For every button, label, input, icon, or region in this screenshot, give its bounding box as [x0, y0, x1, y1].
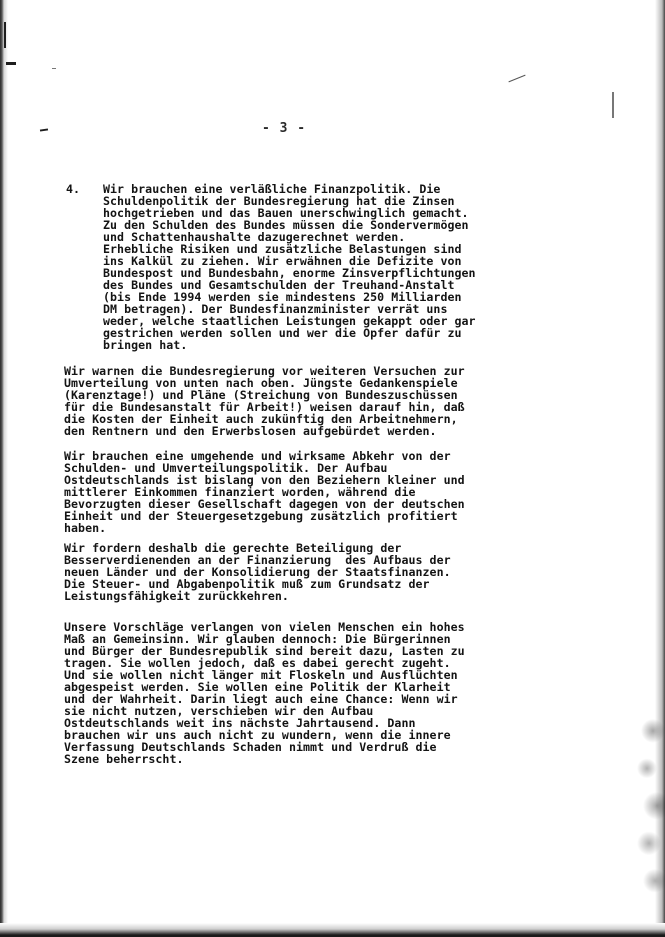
text-line: neuen Länder und der Konsolidierung der Staatsfinanzen.: [64, 565, 451, 579]
list-item-number: 4.: [66, 182, 80, 196]
scan-mark: [6, 62, 16, 65]
text-line: mittlerer Einkommen finanziert worden, während die: [64, 485, 416, 499]
text-line: Bundespost und Bundesbahn, enorme Zinsverpflichtungen: [103, 266, 476, 280]
text-line: tragen. Sie wollen jedoch, daß es dabei gerecht zugeht.: [64, 656, 451, 670]
text-line: weder, welche staatlichen Leistungen gekappt oder gar: [103, 314, 476, 328]
text-line: Umverteilung von unten nach oben. Jüngste Gedankenspiele: [64, 376, 458, 390]
text-line: Schuldenpolitik der Bundesregierung hat die Zinsen: [103, 194, 455, 208]
text-line: Wir brauchen eine verläßliche Finanzpolitik. Die: [103, 182, 441, 196]
text-line: (bis Ende 1994 werden sie mindestens 250 Milliarden: [103, 290, 462, 304]
paragraph-warning: [64, 365, 494, 437]
paragraph-conclusion: [64, 621, 494, 765]
text-line: brauchen wir uns auch nicht zu wundern, wenn die innere: [64, 728, 451, 742]
page-number: - 3 -: [262, 121, 307, 136]
text-line: Wir fordern deshalb die gerechte Beteiligung der: [64, 541, 402, 555]
text-line: Wir brauchen eine umgehende und wirksame Abkehr von der: [64, 449, 451, 463]
text-line: Und sie wollen nicht länger mit Floskeln und Ausflüchten: [64, 668, 458, 682]
text-line: abgespeist werden. Sie wollen eine Politik der Klarheit: [64, 680, 451, 694]
scan-edge-left: [0, 0, 16, 937]
text-line: Zu den Schulden des Bundes müssen die Sondervermögen: [103, 218, 469, 232]
text-line: Ostdeutschlands ist bislang von den Beziehern kleiner und: [64, 473, 465, 487]
text-line: Schulden- und Umverteilungspolitik. Der Aufbau: [64, 461, 388, 475]
text-line: haben.: [64, 521, 107, 535]
text-line: Die Steuer- und Abgabenpolitik muß zum Grundsatz der: [64, 577, 430, 591]
text-line: Einheit und der Steuergesetzgebung zusätzlich profitiert: [64, 509, 458, 523]
text-line: Bevorzugten dieser Gesellschaft dagegen von der deutschen: [64, 497, 465, 511]
text-line: bringen hat.: [103, 338, 188, 352]
text-line: Unsere Vorschläge verlangen von vielen Menschen ein hohes: [64, 620, 465, 634]
scan-mark: [4, 22, 6, 48]
text-line: Verfassung Deutschlands Schaden nimmt und Verdruß die: [64, 740, 437, 754]
text-line: und Bürger der Bundesrepublik sind bereit dazu, Lasten zu: [64, 644, 465, 658]
text-line: den Rentnern und den Erwerbslosen aufgebürdet werden.: [64, 424, 437, 438]
text-line: (Karenztage!) und Pläne (Streichung von Bundeszuschüssen: [64, 388, 458, 402]
scan-mark: [52, 68, 56, 69]
text-line: des Bundes und Gesamtschulden der Treuhand-Anstalt: [103, 278, 455, 292]
scan-edge-bottom: [0, 923, 665, 937]
text-line: Erhebliche Risiken und zusätzliche Belastungen sind: [103, 242, 462, 256]
text-line: hochgetrieben und das Bauen unerschwinglich gemacht.: [103, 206, 469, 220]
text-line: Szene beherrscht.: [64, 752, 184, 766]
text-line: sie nicht nutzen, verschieben wir den Aufbau: [64, 704, 374, 718]
list-item-text: [103, 183, 503, 351]
text-line: gestrichen werden sollen und wer die Opfer dafür zu: [103, 326, 462, 340]
scan-mark: [40, 128, 48, 131]
text-line: Ostdeutschlands weit ins nächste Jahrtausend. Dann: [64, 716, 416, 730]
text-line: Besserverdienenden an der Finanzierung des Aufbaus der: [64, 553, 451, 567]
text-line: und der Wahrheit. Darin liegt auch eine Chance: Wenn wir: [64, 692, 458, 706]
text-line: die Kosten der Einheit auch zukünftig den Arbeitnehmern,: [64, 412, 458, 426]
scan-mark: [508, 75, 525, 83]
text-line: Leistungsfähigkeit zurückkehren.: [64, 589, 289, 603]
text-line: für die Bundesanstalt für Arbeit!) weisen darauf hin, daß: [64, 400, 465, 414]
scan-mark: [612, 92, 614, 118]
paragraph-policy-change: [64, 450, 494, 534]
text-line: Maß an Gemeinsinn. Wir glauben dennoch: Die Bürgerinnen: [64, 632, 451, 646]
text-line: Wir warnen die Bundesregierung vor weiteren Versuchen zur: [64, 364, 465, 378]
text-line: DM betragen). Der Bundesfinanzminister verrät uns: [103, 302, 448, 316]
paragraph-demand: [64, 542, 484, 602]
text-line: ins Kalkül zu ziehen. Wir erwähnen die Defizite von: [103, 254, 462, 268]
scan-edge-right: [625, 0, 665, 937]
text-line: und Schattenhaushalte dazugerechnet werden.: [103, 230, 406, 244]
